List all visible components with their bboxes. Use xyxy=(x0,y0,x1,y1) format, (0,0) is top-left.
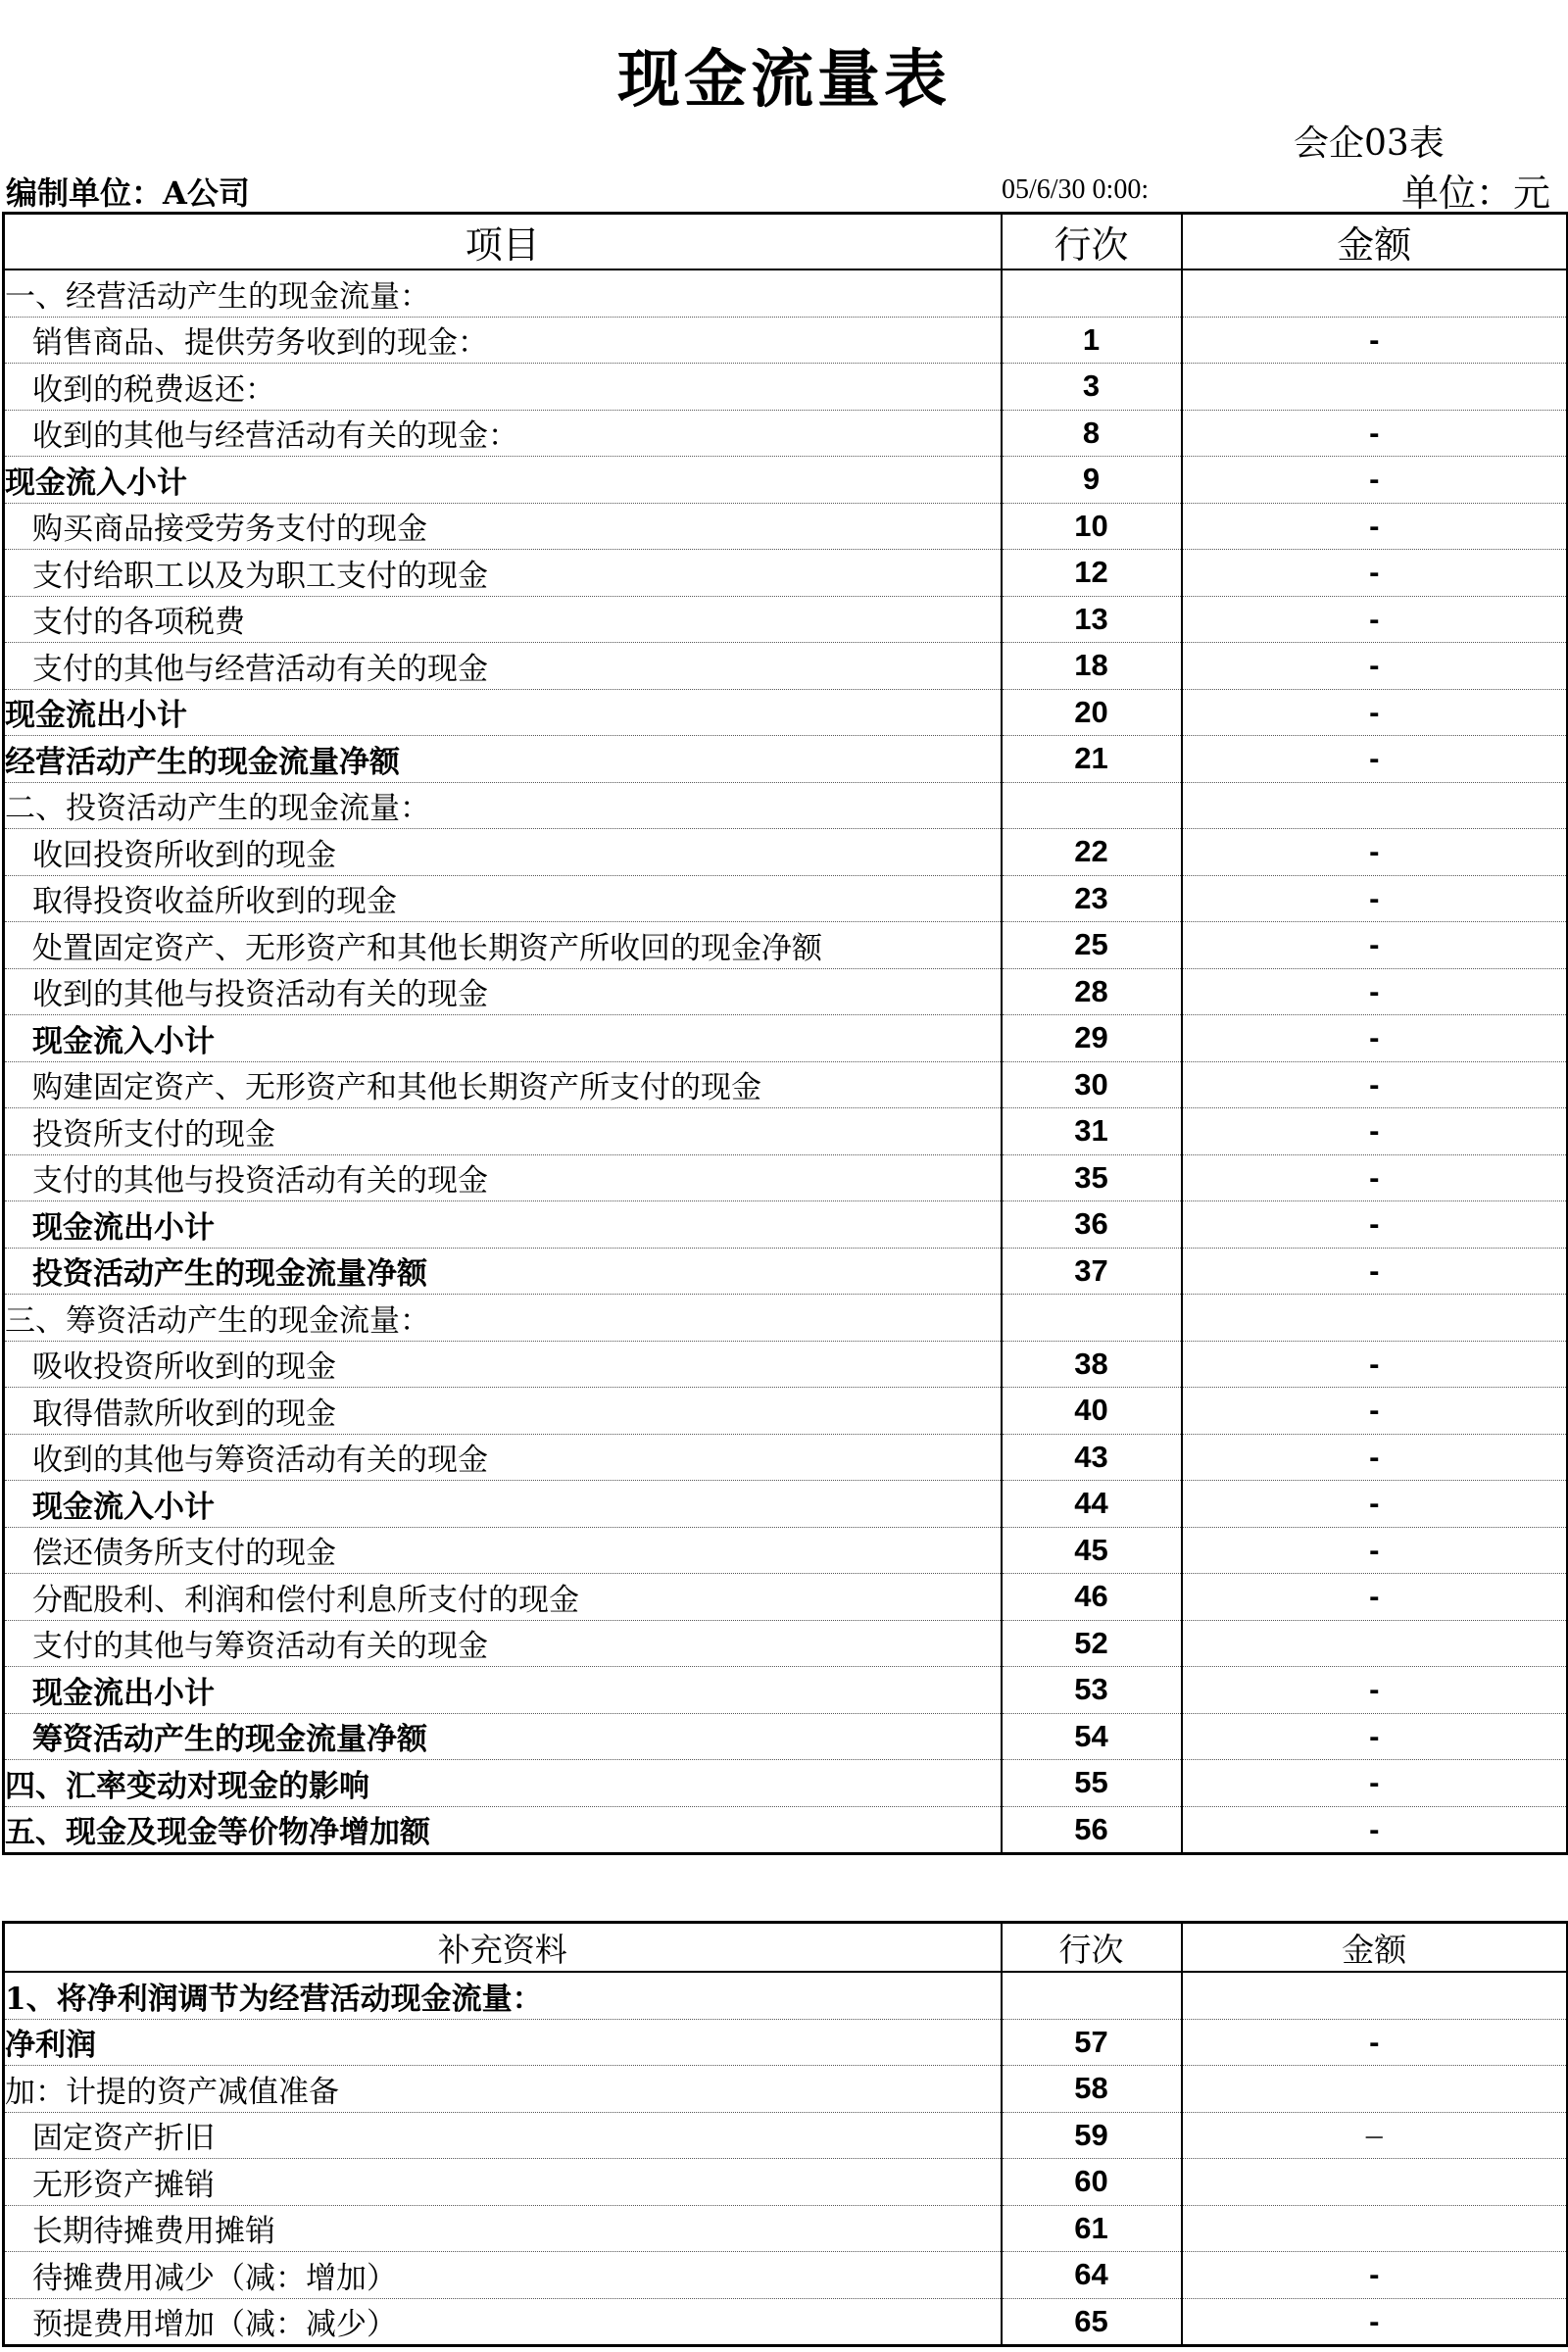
row-amount: - xyxy=(1182,596,1568,643)
row-item-label: 净利润 xyxy=(4,2019,1002,2066)
table-row xyxy=(4,2112,1568,2159)
row-amount: - xyxy=(1182,1527,1568,1574)
row-amount: - xyxy=(1182,643,1568,690)
table-row xyxy=(4,2205,1568,2252)
table-row xyxy=(4,689,1568,736)
table-row xyxy=(4,1713,1568,1760)
row-amount: - xyxy=(1182,1760,1568,1807)
report-date: 05/6/30 0:00: xyxy=(1002,174,1150,205)
row-line-number: 36 xyxy=(1002,1201,1182,1249)
row-item-label: 收到的其他与经营活动有关的现金： xyxy=(4,410,1002,457)
table-row xyxy=(4,968,1568,1015)
table-row xyxy=(4,1201,1568,1249)
table-row xyxy=(4,317,1568,364)
row-line-number xyxy=(1002,1295,1182,1342)
row-line-number: 58 xyxy=(1002,2066,1182,2113)
row-amount: - xyxy=(1182,1806,1568,1854)
row-amount: - xyxy=(1182,1108,1568,1155)
row-amount: - xyxy=(1182,875,1568,922)
table-row xyxy=(4,1620,1568,1667)
row-amount xyxy=(1182,782,1568,829)
row-item-label: 1、将净利润调节为经营活动现金流量： xyxy=(4,1972,1002,2019)
row-item-label: 吸收投资所收到的现金 xyxy=(4,1341,1002,1388)
row-amount: - xyxy=(1182,1015,1568,1062)
table-row xyxy=(4,1481,1568,1528)
table-row xyxy=(4,1574,1568,1621)
row-amount xyxy=(1182,1295,1568,1342)
row-amount: - xyxy=(1182,1574,1568,1621)
row-item-label: 处置固定资产、无形资产和其他长期资产所收回的现金净额 xyxy=(4,922,1002,969)
row-amount: - xyxy=(1182,1667,1568,1714)
row-line-number: 23 xyxy=(1002,875,1182,922)
table-row xyxy=(4,1341,1568,1388)
row-amount xyxy=(1182,270,1568,317)
row-amount: - xyxy=(1182,457,1568,504)
row-line-number: 37 xyxy=(1002,1248,1182,1295)
row-line-number: 57 xyxy=(1002,2019,1182,2066)
row-line-number: 30 xyxy=(1002,1061,1182,1108)
row-item-label: 五、现金及现金等价物净增加额 xyxy=(4,1806,1002,1854)
row-item-label: 购买商品接受劳务支付的现金 xyxy=(4,503,1002,550)
table-row xyxy=(4,2298,1568,2346)
table-row xyxy=(4,1527,1568,1574)
row-item-label: 支付的其他与投资活动有关的现金 xyxy=(4,1154,1002,1201)
row-item-label: 现金流入小计 xyxy=(4,457,1002,504)
row-line-number xyxy=(1002,782,1182,829)
row-line-number: 9 xyxy=(1002,457,1182,504)
compiler-label: 编制单位：A公司 xyxy=(6,174,250,212)
row-line-number: 38 xyxy=(1002,1341,1182,1388)
row-amount xyxy=(1182,1620,1568,1667)
row-amount: - xyxy=(1182,968,1568,1015)
row-line-number xyxy=(1002,270,1182,317)
row-item-label: 现金流入小计 xyxy=(4,1481,1002,1528)
table-row xyxy=(4,1154,1568,1201)
row-amount: - xyxy=(1182,2298,1568,2346)
row-item-label: 二、投资活动产生的现金流量： xyxy=(4,782,1002,829)
row-amount: - xyxy=(1182,1061,1568,1108)
row-item-label: 偿还债务所支付的现金 xyxy=(4,1527,1002,1574)
table-row xyxy=(4,270,1568,317)
currency-unit: 单位：元 xyxy=(1401,172,1551,215)
column-header-item: 补充资料 xyxy=(4,1923,1002,1973)
row-item-label: 长期待摊费用摊销 xyxy=(4,2205,1002,2252)
table-row xyxy=(4,643,1568,690)
column-header-amount: 金额 xyxy=(1182,214,1568,270)
row-amount xyxy=(1182,2159,1568,2206)
row-line-number: 55 xyxy=(1002,1760,1182,1807)
row-amount: - xyxy=(1182,829,1568,876)
row-line-number: 61 xyxy=(1002,2205,1182,2252)
table-row xyxy=(4,1108,1568,1155)
table-row xyxy=(4,364,1568,411)
table-row xyxy=(4,1806,1568,1854)
form-number: 会企03表 xyxy=(1294,123,1445,164)
row-line-number: 40 xyxy=(1002,1388,1182,1435)
row-line-number: 56 xyxy=(1002,1806,1182,1854)
row-item-label: 投资活动产生的现金流量净额 xyxy=(4,1248,1002,1295)
table-row xyxy=(4,736,1568,783)
table-row xyxy=(4,457,1568,504)
row-amount: - xyxy=(1182,1713,1568,1760)
row-item-label: 固定资产折旧 xyxy=(4,2112,1002,2159)
table-row xyxy=(4,922,1568,969)
table-row xyxy=(4,550,1568,597)
row-line-number: 20 xyxy=(1002,689,1182,736)
row-item-label: 销售商品、提供劳务收到的现金： xyxy=(4,317,1002,364)
row-amount xyxy=(1182,364,1568,411)
row-line-number: 65 xyxy=(1002,2298,1182,2346)
supplement-table xyxy=(2,1921,1568,2347)
row-line-number xyxy=(1002,1972,1182,2019)
row-amount: - xyxy=(1182,2019,1568,2066)
row-item-label: 收到的税费返还： xyxy=(4,364,1002,411)
row-amount: - xyxy=(1182,1154,1568,1201)
table-row xyxy=(4,2252,1568,2299)
row-item-label: 支付的各项税费 xyxy=(4,596,1002,643)
row-amount xyxy=(1182,2066,1568,2113)
table-header-row xyxy=(4,1923,1568,1973)
page-title: 现金流量表 xyxy=(617,43,951,117)
row-line-number: 60 xyxy=(1002,2159,1182,2206)
row-line-number: 54 xyxy=(1002,1713,1182,1760)
row-item-label: 三、筹资活动产生的现金流量： xyxy=(4,1295,1002,1342)
row-amount: - xyxy=(1182,410,1568,457)
row-line-number: 3 xyxy=(1002,364,1182,411)
row-item-label: 支付的其他与经营活动有关的现金 xyxy=(4,643,1002,690)
row-item-label: 分配股利、利润和偿付利息所支付的现金 xyxy=(4,1574,1002,1621)
row-item-label: 现金流出小计 xyxy=(4,689,1002,736)
row-amount: - xyxy=(1182,922,1568,969)
table-row xyxy=(4,875,1568,922)
column-header-item: 项目 xyxy=(4,214,1002,270)
row-line-number: 44 xyxy=(1002,1481,1182,1528)
row-line-number: 25 xyxy=(1002,922,1182,969)
row-item-label: 取得借款所收到的现金 xyxy=(4,1388,1002,1435)
table-row xyxy=(4,2066,1568,2113)
row-line-number: 21 xyxy=(1002,736,1182,783)
table-row xyxy=(4,1295,1568,1342)
row-amount: - xyxy=(1182,1481,1568,1528)
row-amount: - xyxy=(1182,736,1568,783)
row-line-number: 46 xyxy=(1002,1574,1182,1621)
column-header-line: 行次 xyxy=(1002,1923,1182,1973)
row-line-number: 22 xyxy=(1002,829,1182,876)
row-item-label: 购建固定资产、无形资产和其他长期资产所支付的现金 xyxy=(4,1061,1002,1108)
row-line-number: 53 xyxy=(1002,1667,1182,1714)
row-item-label: 收到的其他与筹资活动有关的现金 xyxy=(4,1434,1002,1481)
row-line-number: 31 xyxy=(1002,1108,1182,1155)
row-line-number: 13 xyxy=(1002,596,1182,643)
row-line-number: 59 xyxy=(1002,2112,1182,2159)
row-item-label: 一、经营活动产生的现金流量： xyxy=(4,270,1002,317)
row-item-label: 现金流出小计 xyxy=(4,1667,1002,1714)
row-item-label: 四、汇率变动对现金的影响 xyxy=(4,1760,1002,1807)
table-row xyxy=(4,1972,1568,2019)
row-line-number: 52 xyxy=(1002,1620,1182,1667)
table-row xyxy=(4,410,1568,457)
row-amount: - xyxy=(1182,1201,1568,1249)
row-line-number: 8 xyxy=(1002,410,1182,457)
row-line-number: 45 xyxy=(1002,1527,1182,1574)
table-row xyxy=(4,2159,1568,2206)
row-line-number: 64 xyxy=(1002,2252,1182,2299)
row-item-label: 待摊费用减少（减：增加） xyxy=(4,2252,1002,2299)
table-row xyxy=(4,1434,1568,1481)
row-item-label: 现金流出小计 xyxy=(4,1201,1002,1249)
row-amount xyxy=(1182,2205,1568,2252)
row-line-number: 35 xyxy=(1002,1154,1182,1201)
row-amount: - xyxy=(1182,1341,1568,1388)
row-item-label: 经营活动产生的现金流量净额 xyxy=(4,736,1002,783)
row-item-label: 加：计提的资产减值准备 xyxy=(4,2066,1002,2113)
table-row xyxy=(4,596,1568,643)
row-line-number: 29 xyxy=(1002,1015,1182,1062)
table-row xyxy=(4,1388,1568,1435)
table-row xyxy=(4,1667,1568,1714)
column-header-line: 行次 xyxy=(1002,214,1182,270)
row-amount: - xyxy=(1182,503,1568,550)
row-line-number: 10 xyxy=(1002,503,1182,550)
row-amount: - xyxy=(1182,1388,1568,1435)
row-amount: - xyxy=(1182,689,1568,736)
row-item-label: 取得投资收益所收到的现金 xyxy=(4,875,1002,922)
row-amount xyxy=(1182,1972,1568,2019)
table-row xyxy=(4,1061,1568,1108)
table-row xyxy=(4,1248,1568,1295)
row-amount: - xyxy=(1182,317,1568,364)
row-item-label: 投资所支付的现金 xyxy=(4,1108,1002,1155)
row-amount: – xyxy=(1182,2112,1568,2159)
row-amount: - xyxy=(1182,550,1568,597)
table-row xyxy=(4,503,1568,550)
column-header-amount: 金额 xyxy=(1182,1923,1568,1973)
cash-flow-table xyxy=(2,212,1568,1855)
row-amount: - xyxy=(1182,1434,1568,1481)
row-line-number: 28 xyxy=(1002,968,1182,1015)
row-line-number: 18 xyxy=(1002,643,1182,690)
table-row xyxy=(4,1015,1568,1062)
row-item-label: 收到的其他与投资活动有关的现金 xyxy=(4,968,1002,1015)
table-header-row xyxy=(4,214,1568,270)
table-row xyxy=(4,1760,1568,1807)
row-line-number: 12 xyxy=(1002,550,1182,597)
row-amount: - xyxy=(1182,2252,1568,2299)
table-row xyxy=(4,2019,1568,2066)
row-item-label: 无形资产摊销 xyxy=(4,2159,1002,2206)
table-row xyxy=(4,782,1568,829)
table-row xyxy=(4,829,1568,876)
row-item-label: 收回投资所收到的现金 xyxy=(4,829,1002,876)
row-item-label: 预提费用增加（减：减少） xyxy=(4,2298,1002,2346)
row-item-label: 现金流入小计 xyxy=(4,1015,1002,1062)
row-item-label: 筹资活动产生的现金流量净额 xyxy=(4,1713,1002,1760)
row-line-number: 43 xyxy=(1002,1434,1182,1481)
row-amount: - xyxy=(1182,1248,1568,1295)
row-line-number: 1 xyxy=(1002,317,1182,364)
row-item-label: 支付给职工以及为职工支付的现金 xyxy=(4,550,1002,597)
row-item-label: 支付的其他与筹资活动有关的现金 xyxy=(4,1620,1002,1667)
